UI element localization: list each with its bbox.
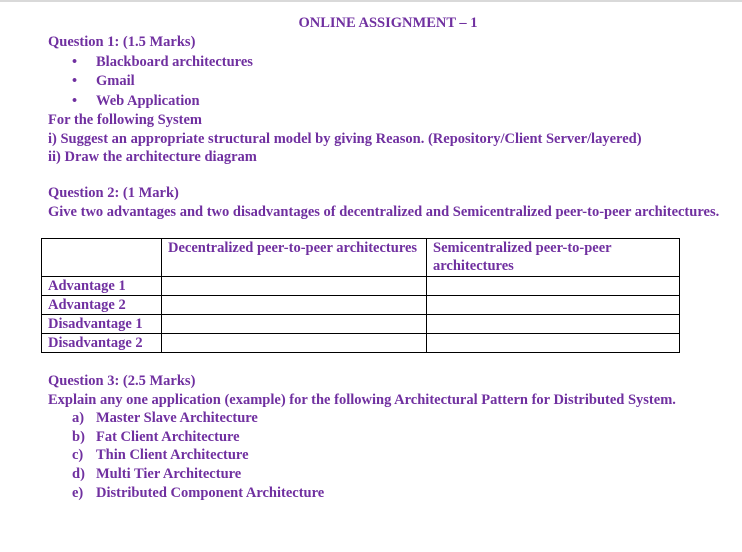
list-item xyxy=(48,53,728,73)
list-item-marker: e) xyxy=(72,484,84,501)
list-item-text: Multi Tier Architecture xyxy=(96,465,242,482)
list-item xyxy=(48,409,728,428)
bullet-icon: • xyxy=(72,92,78,109)
list-item-text: Thin Client Architecture xyxy=(96,447,249,464)
document-title: ONLINE ASSIGNMENT – 1 xyxy=(298,15,478,31)
table-header-row xyxy=(42,239,680,277)
list-item-text: Fat Client Architecture xyxy=(96,428,240,445)
table-row-label: Advantage 2 xyxy=(42,296,162,315)
question-1-bullet-list xyxy=(48,53,728,112)
question-1-line: ii) Draw the architecture diagram xyxy=(48,149,257,166)
table-row xyxy=(42,334,680,353)
list-item xyxy=(48,484,728,503)
table-row xyxy=(42,296,680,315)
list-item-text: Web Application xyxy=(96,92,200,109)
list-item xyxy=(48,72,728,92)
list-item-marker: b) xyxy=(72,428,85,445)
question-2-heading: Question 2: (1 Mark) xyxy=(48,185,179,201)
table-row-label: Disadvantage 1 xyxy=(42,315,162,334)
question-1-heading: Question 1: (1.5 Marks) xyxy=(48,34,196,50)
table-cell xyxy=(162,334,427,353)
list-item xyxy=(48,465,728,484)
question-1 xyxy=(48,33,728,167)
list-item xyxy=(48,446,728,465)
list-item-text: Master Slave Architecture xyxy=(96,410,258,427)
table-row xyxy=(42,277,680,296)
table-row-label: Advantage 1 xyxy=(42,277,162,296)
list-item xyxy=(48,92,728,112)
question-1-line: i) Suggest an appropriate structural model by giving Reason. (Repository/Client Server/layered) xyxy=(48,130,642,147)
table-cell xyxy=(162,277,427,296)
list-item-marker: c) xyxy=(72,447,84,464)
bullet-icon: • xyxy=(72,73,78,90)
table-cell xyxy=(427,334,680,353)
table-cell xyxy=(427,296,680,315)
table-cell xyxy=(427,277,680,296)
list-item-text: Gmail xyxy=(96,73,135,90)
list-item-marker: d) xyxy=(72,465,85,482)
table-header-cell: Semicentralized peer-to-peer architectures xyxy=(427,239,680,277)
question-2-text: Give two advantages and two disadvantages of decentralized and Semicentralized peer-to-peer architectures. xyxy=(48,203,720,220)
table-row-label: Disadvantage 2 xyxy=(42,334,162,353)
list-item-text: Distributed Component Architecture xyxy=(96,484,325,501)
question-1-line: For the following System xyxy=(48,112,202,129)
question-3-item-list xyxy=(48,409,728,502)
table-cell xyxy=(162,315,427,334)
table-header-cell xyxy=(42,239,162,277)
question-3-heading: Question 3: (2.5 Marks) xyxy=(48,373,196,389)
question-3-text: Explain any one application (example) for the following Architectural Pattern for Distributed System. xyxy=(48,391,676,408)
bullet-icon: • xyxy=(72,53,78,70)
table-row xyxy=(42,315,680,334)
table-cell xyxy=(427,315,680,334)
table-cell xyxy=(162,296,427,315)
list-item-marker: a) xyxy=(72,410,85,427)
list-item xyxy=(48,428,728,447)
list-item-text: Blackboard architectures xyxy=(96,53,253,70)
advantages-table xyxy=(41,238,680,353)
question-3 xyxy=(48,372,728,502)
question-2 xyxy=(48,184,728,221)
table-header-cell: Decentralized peer-to-peer architectures xyxy=(162,239,427,277)
